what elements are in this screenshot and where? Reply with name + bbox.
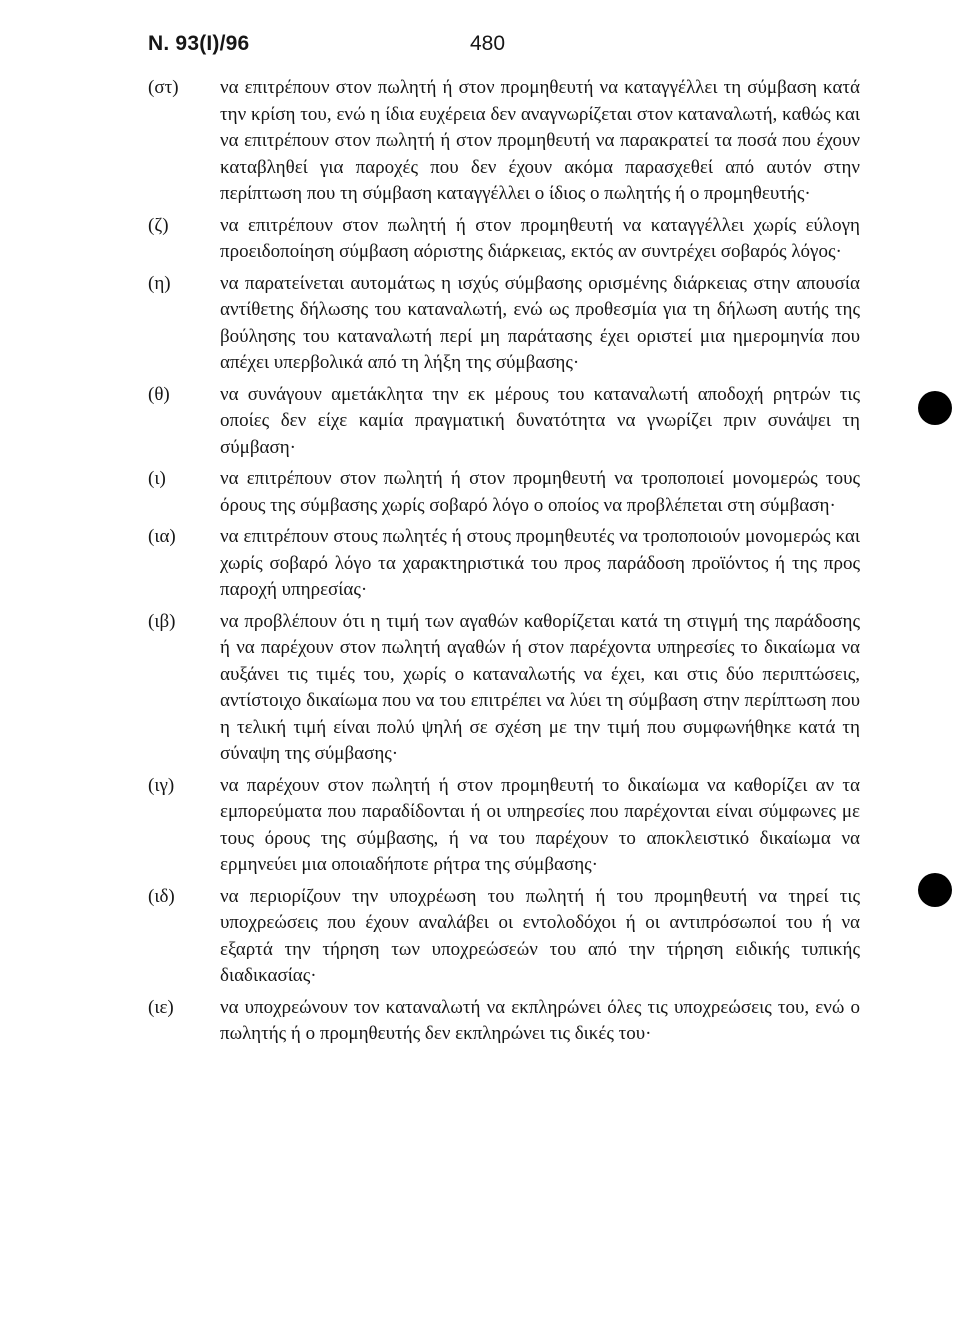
clause-text: να επιτρέπουν στον πωλητή ή στον προμηθευτή να τροποποιεί μονομερώς τους όρους της σύμβασης χωρίς σοβαρό λόγο ο οποίος να προβλέπεται στη σύμβαση· xyxy=(220,468,860,516)
clause-label: (ιε) xyxy=(148,996,174,1018)
clause-label: (η) xyxy=(148,272,171,294)
clause-label: (ια) xyxy=(148,526,176,547)
clause-ig xyxy=(0,773,960,879)
clause-list xyxy=(0,75,960,1053)
clause-label: (στ) xyxy=(148,77,179,98)
clause-st xyxy=(0,75,960,208)
clause-ib xyxy=(0,609,960,768)
clause-label: (θ) xyxy=(148,383,170,405)
clause-text: να επιτρέπουν στον πωλητή ή στον προμηθευτή να καταγγέλλει χωρίς εύλογη προειδοποίηση σύμβαση αόριστης διάρκειας, εκτός αν συντρέχει σοβαρός λόγος· xyxy=(220,214,860,262)
page-header xyxy=(0,32,960,62)
clause-text: να συνάγουν αμετάκλητα την εκ μέρους του καταναλωτή αποδοχή ρητρών τις οποίες δεν είχε καμία πραγματική δυνατότητα να γνωρίζει πριν συνάψει τη σύμβαση· xyxy=(220,383,860,458)
law-reference: N. 93(I)/96 xyxy=(148,32,250,55)
clause-text: να παρέχουν στον πωλητή ή στον προμηθευτή το δικαίωμα να καθορίζει αν τα εμπορεύματα που παραδίδονται ή οι υπηρεσίες που παρέχονται είναι σύμφωνες με τους όρους της σύμβασης, ή να του παρέχουν το αποκλειστικό δικαίωμα να ερμηνεύει μια οποιαδήποτε ρήτρα της σύμβασης· xyxy=(220,774,860,875)
clause-label: (ιβ) xyxy=(148,610,176,632)
clause-text: να προβλέπουν ότι η τιμή των αγαθών καθορίζεται κατά τη στιγμή της παράδοσης ή να παρέχουν στον πωλητή αγαθών ή στον παρέχοντα υπηρεσίες το δικαίωμα να αυξάνει τις τιμές του, χωρίς ο καταναλωτής να έχει, και στις δύο περιπτώσεις, αντίστοιχο δικαίωμα που να του επιτρέπει να λύει τη σύμβαση στην περίπτωση που η τελική τιμή είναι πολύ ψηλή σε σχέση με την τιμή που συμφωνήθηκε κατά τη σύναψη της σύμβασης· xyxy=(220,610,860,764)
clause-text: να επιτρέπουν στους πωλητές ή στους προμηθευτές να τροποποιούν μονομερώς και χωρίς σοβαρό λόγο τα χαρακτηριστικά του προς παράδοση προϊόντος ή της προς παροχή υπηρεσίας· xyxy=(220,526,860,600)
punch-hole xyxy=(918,391,952,425)
clause-iota xyxy=(0,466,960,519)
clause-label: (ι) xyxy=(148,468,166,489)
punch-hole xyxy=(918,873,952,907)
clause-label: (ζ) xyxy=(148,214,169,236)
clause-ie xyxy=(0,995,960,1048)
clause-z xyxy=(0,213,960,266)
clause-text: να περιορίζουν την υποχρέωση του πωλητή ή του προμηθευτή να τηρεί τις υποχρεώσεις που έχουν αναλάβει οι εντολοδόχοι ή οι αντιπρόσωποί του ή να εξαρτά την τήρηση των υποχρεώσεών του από την τήρηση ειδικής τυπικής διαδικασίας· xyxy=(220,885,860,986)
clause-text: να παρατείνεται αυτομάτως η ισχύς σύμβασης ορισμένης διάρκειας στην απουσία αντίθετης δήλωσης του καταναλωτή, ενώ ως προθεσμία για τη δήλωση αυτής της βούλησης του καταναλωτή περί μη παράτασης έχει οριστεί μια ημερομηνία που απέχει υπερβολικά από τη λήξη της σύμβασης· xyxy=(220,272,860,373)
page-number: 480 xyxy=(470,32,506,55)
clause-text: να επιτρέπουν στον πωλητή ή στον προμηθευτή να καταγγέλλει τη σύμβαση κατά την κρίση του, ενώ η ίδια ευχέρεια δεν αναγνωρίζεται στον καταναλωτή, καθώς και να επιτρέπουν στον πωλητή ή στον προμηθευτή να παρακρατεί τα ποσά που έχουν καταβληθεί για παροχές που δεν έχουν ακόμα παρασχεθεί από αυτόν στην περίπτωση που τη σύμβαση καταγγέλλει ο ίδιος ο πωλητής ή ο προμηθευτής· xyxy=(220,77,860,204)
clause-label: (ιγ) xyxy=(148,774,175,796)
clause-label: (ιδ) xyxy=(148,885,175,907)
clause-text: να υποχρεώνουν τον καταναλωτή να εκπληρώνει όλες τις υποχρεώσεις του, ενώ ο πωλητής ή ο προμηθευτής δεν εκπληρώνει τις δικές του· xyxy=(220,996,860,1044)
clause-id xyxy=(0,884,960,990)
clause-i xyxy=(0,271,960,377)
clause-th xyxy=(0,382,960,462)
clause-ia xyxy=(0,524,960,604)
